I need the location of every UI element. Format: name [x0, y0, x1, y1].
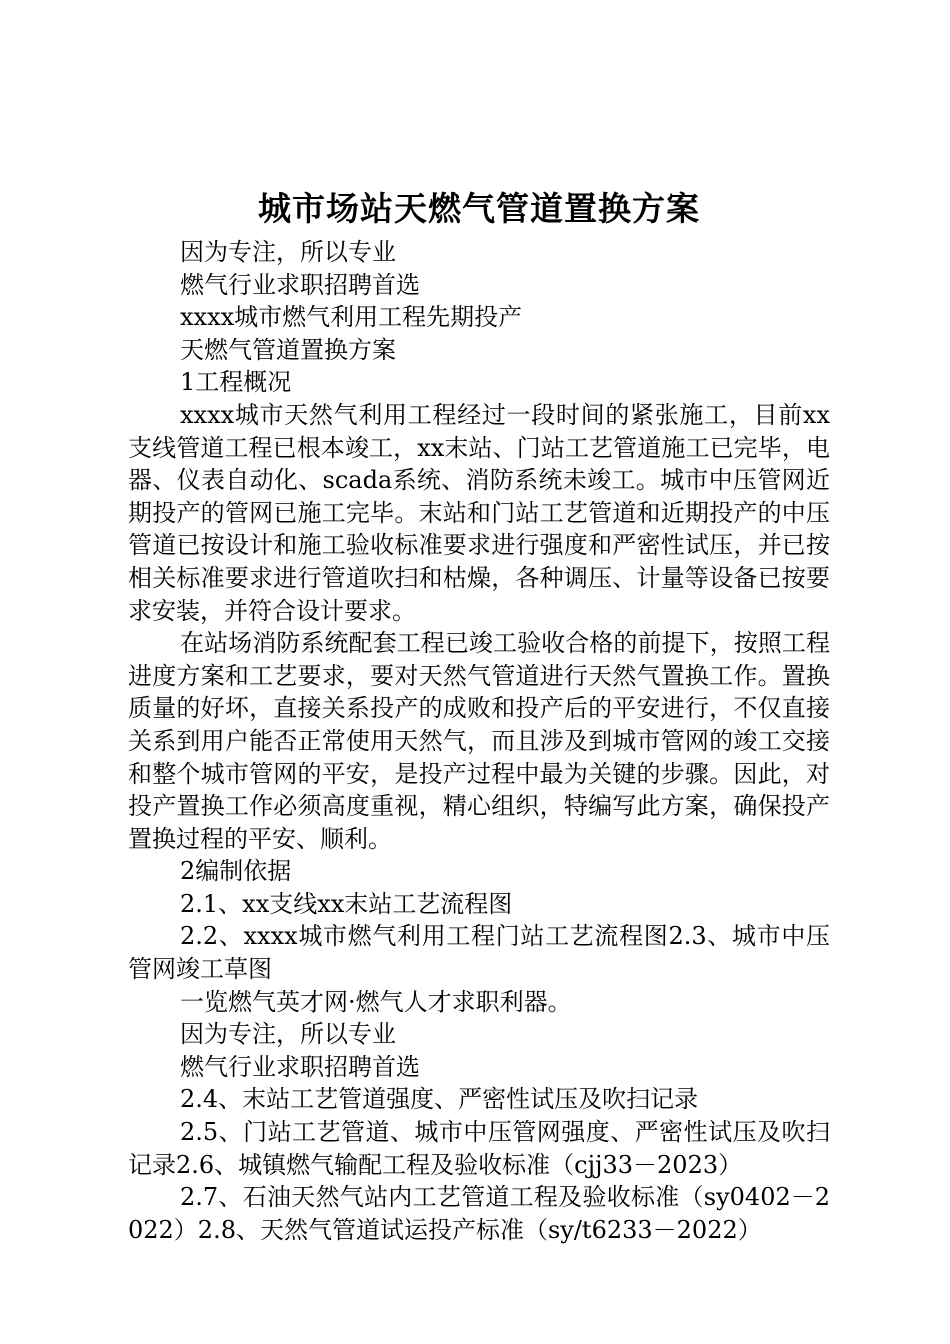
paragraph-tagline: 燃气行业求职招聘首选 — [180, 1052, 420, 1081]
basis-item: 2.7、石油天然气站内工艺管道工程及验收标准（sy0402－2022）2.8、天然气管道试运投产标准（sy/t6233－2022） — [128, 1183, 830, 1244]
paragraph-overview: xxxx城市天然气利用工程经过一段时间的紧张施工，目前xx支线管道工程已根本竣工，xx末站、门站工艺管道施工已完毕，电器、仪表自动化、scada系统、消防系统未竣工。城市中压管网近期投产的管网已施工完毕。末站和门站工艺管道和近期投产的中压管道已按设计和施工验收标准要求进行强度和严密性试压，并已按相关标准要求进行管道吹扫和枯燥，各种调压、计量等设备已按要求安装，并符合设计要求。 — [128, 400, 830, 625]
basis-item: 2.2、xxxx城市燃气利用工程门站工艺流程图2.3、城市中压管网竣工草图 — [128, 922, 830, 984]
paragraph-slogan: 因为专注，所以专业 — [180, 1020, 396, 1049]
paragraph-plan-name: 天燃气管道置换方案 — [180, 335, 396, 364]
section-heading-basis: 2编制依据 — [180, 857, 292, 886]
basis-item: 2.1、xx支线xx末站工艺流程图 — [180, 889, 513, 918]
basis-item: 2.4、末站工艺管道强度、严密性试压及吹扫记录 — [180, 1085, 699, 1114]
document-title: 城市场站天燃气管道置换方案 — [258, 189, 700, 228]
paragraph-purpose: 在站场消防系统配套工程已竣工验收合格的前提下，按照工程进度方案和工艺要求，要对天然气管道进行天然气置换工作。置换质量的好坏，直接关系投产的成败和投产后的平安进行，不仅直接关系到用户能否正常使用天然气，而且涉及到城市管网的竣工交接和整个城市管网的平安，是投产过程中最为关键的步骤。因此，对投产置换工作必须高度重视，精心组织，特编写此方案，确保投产置换过程的平安、顺利。 — [128, 629, 830, 853]
paragraph-tagline: 燃气行业求职招聘首选 — [180, 270, 420, 299]
paragraph-ad-line: 一览燃气英才网·燃气人才求职利器。 — [180, 987, 572, 1016]
basis-item: 2.5、门站工艺管道、城市中压管网强度、严密性试压及吹扫记录2.6、城镇燃气输配工程及验收标准（cjj33－2023） — [128, 1118, 830, 1179]
document-body — [128, 236, 830, 1246]
paragraph-slogan: 因为专注，所以专业 — [180, 238, 396, 266]
paragraph-project-name: xxxx城市燃气利用工程先期投产 — [180, 303, 523, 332]
document-page — [128, 186, 830, 1246]
section-heading-overview: 1工程概况 — [180, 368, 292, 397]
